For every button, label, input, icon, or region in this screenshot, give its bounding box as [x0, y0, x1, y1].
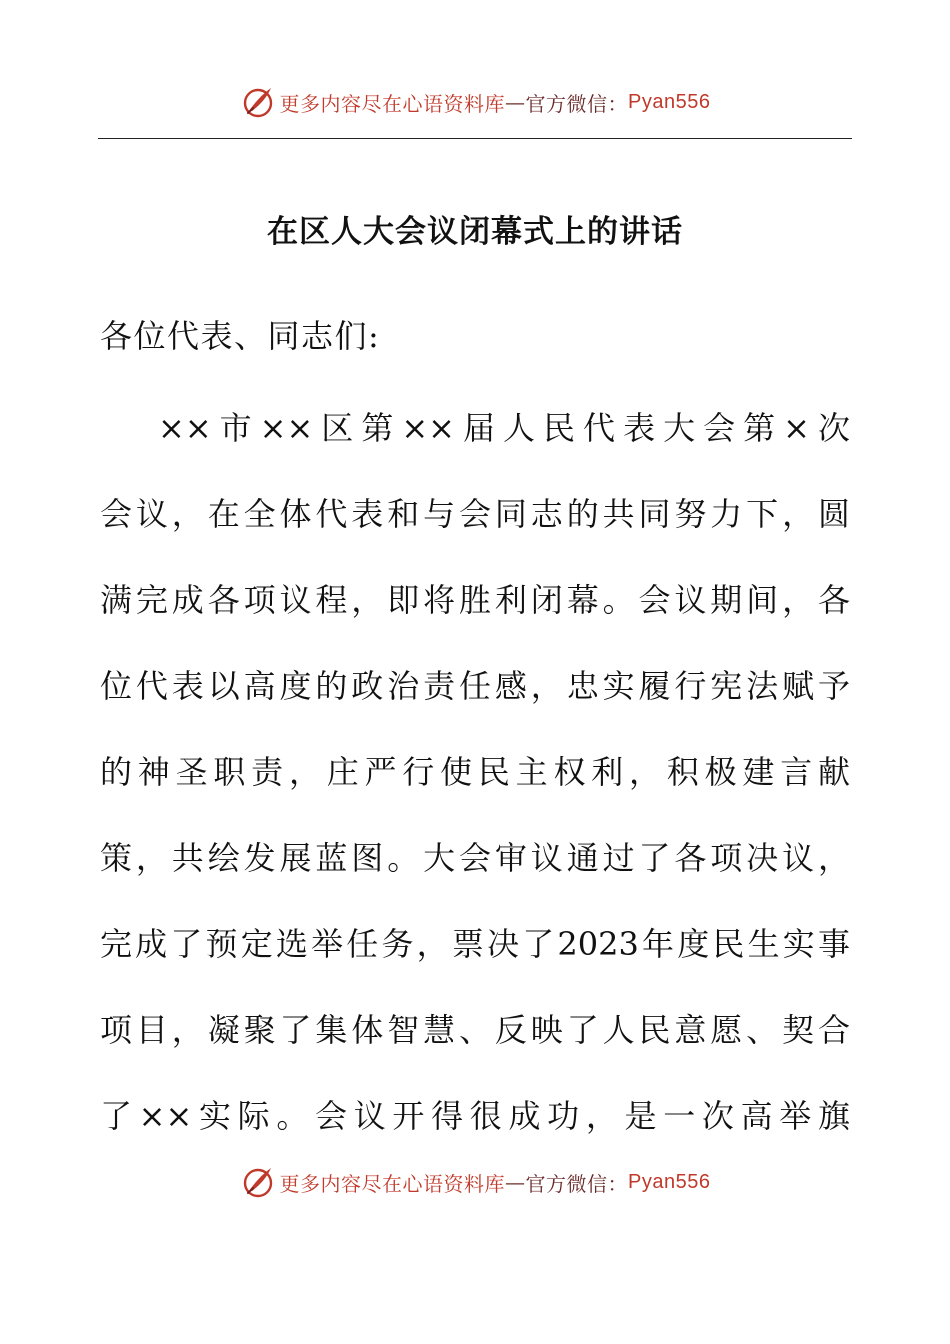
watermark-dash: —	[505, 90, 526, 114]
body-line-2: 会议，在全体代表和与会同志的共同努力下，圆	[100, 495, 850, 533]
watermark-site-text: 更多内容尽在心语资料库	[279, 1171, 506, 1196]
footer-watermark-banner	[0, 1162, 950, 1202]
header-divider	[98, 138, 852, 139]
body-line-4: 位代表以高度的政治责任感，忠实履行宪法赋予	[100, 667, 850, 705]
watermark-label-text: 官方微信：	[525, 91, 629, 116]
body-line-9: 了××实际。会议开得很成功，是一次高举旗	[100, 1097, 850, 1135]
salutation: 各位代表、同志们:	[100, 317, 381, 355]
watermark-dash: —	[505, 1170, 526, 1194]
document-title: 在区人大会议闭幕式上的讲话	[267, 214, 683, 250]
header-watermark-banner	[0, 82, 950, 122]
body-line-7: 完成了预定选举任务，票决了2023年度民生实事	[100, 925, 850, 963]
body-line-5: 的神圣职责，庄严行使民主权利，积极建言献	[100, 753, 850, 791]
watermark-account-id: Pyan556	[628, 1170, 711, 1193]
body-line-6: 策，共绘发展蓝图。大会审议通过了各项决议，	[100, 839, 850, 877]
watermark-account-id: Pyan556	[628, 90, 711, 113]
quill-pen-icon	[240, 84, 276, 120]
body-line-8: 项目，凝聚了集体智慧、反映了人民意愿、契合	[100, 1011, 850, 1049]
body-line-3: 满完成各项议程，即将胜利闭幕。会议期间，各	[100, 581, 850, 619]
body-line-1: ××市××区第××届人民代表大会第×次	[158, 409, 850, 447]
quill-pen-icon	[240, 1164, 276, 1200]
watermark-site-text: 更多内容尽在心语资料库	[279, 91, 506, 116]
watermark-label-text: 官方微信：	[525, 1171, 629, 1196]
